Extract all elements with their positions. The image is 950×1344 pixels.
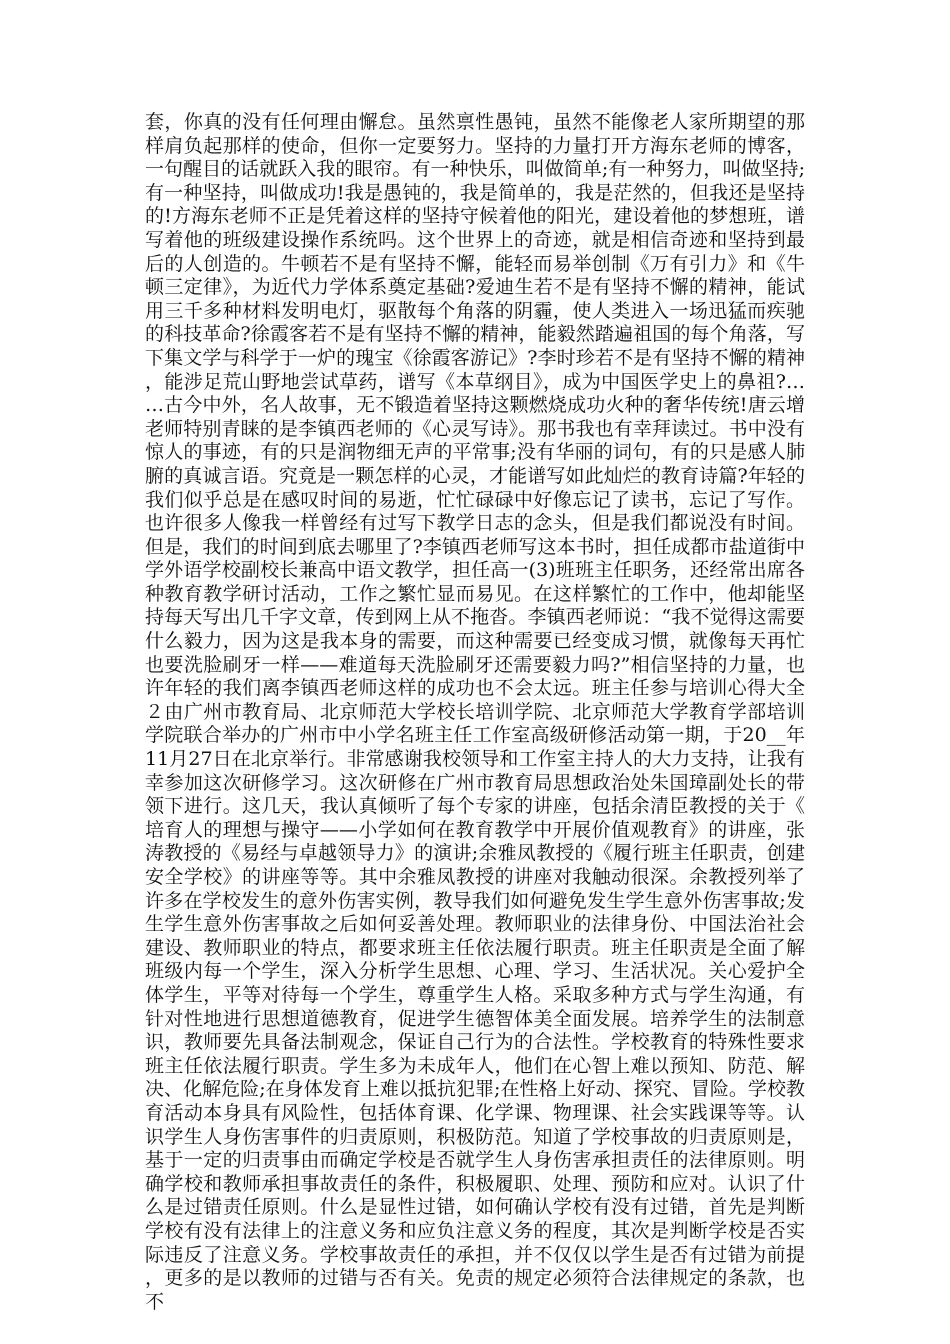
body-text: 套，你真的没有任何理由懈怠。虽然禀性愚钝，虽然不能像老人家所期望的那样肩负起那样的使命，但你一定要努力。坚持的力量打开方海东老师的博客，一句醒目的话就跃入我的眼帘。有一种快乐，叫做简单;有一种努力，叫做坚持;有一种坚持，叫做成功!我是愚钝的，我是简单的，我是茫然的，但我还是坚持的!方海东老师不正是凭着这样的坚持守候着他的阳光，建设着他的梦想班，谱写着他的班级建设操作系统吗。这个世界上的奇迹，就是相信奇迹和坚持到最后的人创造的。牛顿若不是有坚持不懈，能轻而易举创制《万有引力》和《牛顿三定律》，为近代力学体系奠定基础?爱迪生若不是有坚持不懈的精神，能试用三千多种材料发明电灯，驱散每个角落的阴霾，使人类进入一场迅猛而疾驰的科技革命?徐霞客若不是有坚持不懈的精神，能毅然踏遍祖国的每个角落，写下集文学与科学于一炉的瑰宝《徐霞客游记》?李时珍若不是有坚持不懈的精神，能涉足荒山野地尝试草药，谱写《本草纲目》，成为中国医学史上的鼻祖?……古今中外，名人故事，无不锻造着坚持这颗燃烧成功火种的奢华传统!唐云增老师特别青睐的是李镇西老师的《心灵写诗》。那书我也有幸拜读过。书中没有惊人的事迹，有的只是润物细无声的平常事;没有华丽的词句，有的只是感人肺腑的真诚言语。究竟是一颗怎样的心灵，才能谱写如此灿烂的教育诗篇?年轻的我们似乎总是在感叹时间的易逝，忙忙碌碌中好像忘记了读书，忘记了写作。也许很多人像我一样曾经有过写下教学日志的念头，但是我们都说没有时间。但是，我们的时间到底去哪里了?李镇西老师写这本书时，担任成都市盐道街中学外语学校副校长兼高中语文教学，担任高一(3)班班主任职务，还经常出席各种教育教学研讨活动，工作之繁忙显而易见。在这样繁忙的工作中，他却能坚持每天写出几千字文章，传到网上从不拖沓。李镇西老师说：“我不觉得这需要什么毅力，因为这是我本身的需要，而这种需要已经变成习惯，就像每天再忙也要洗脸刷牙一样——难道每天洗脸刷牙还需要毅力吗?”相信坚持的力量，也许年轻的我们离李镇西老师这样的成功也不会太远。班主任参与培训心得大全２由广州市教育局、北京师范大学校长培训学院、北京师范大学教育学部培训学院联合举办的广州市中小学名班主任工作室高级研修活动第一期，于20__年11月27日在北京举行。非常感谢我校领导和工作室主持人的大力支持，让我有幸参加这次研修学习。这次研修在广州市教育局思想政治处朱国璋副处长的带领下进行。这几天，我认真倾听了每个专家的讲座，包括余清臣教授的关于《培育人的理想与操守——小学如何在教育教学中开展价值观教育》的讲座，张涛教授的《易经与卓越领导力》的演讲;余雅凤教授的《履行班主任职责，创建安全学校》的讲座等等。其中余雅凤教授的讲座对我触动很深。余教授列举了许多在学校发生的意外伤害实例，教导我们如何避免发生学生意外伤害事故;发生学生意外伤害事故之后如何妥善处理。教师职业的法律身份、中国法治社会建设、教师职业的特点，都要求班主任依法履行职责。班主任职责是全面了解班级内每一个学生，深入分析学生思想、心理、学习、生活状况。关心爱护全体学生，平等对待每一个学生，尊重学生人格。采取多种方式与学生沟通，有针对性地进行思想道德教育，促进学生德智体美全面发展。培养学生的法制意识，教师要先具备法制观念，保证自己行为的合法性。学校教育的特殊性要求班主任依法履行职责。学生多为未成年人，他们在心智上难以预知、防范、解决、化解危险;在身体发育上难以抵抗犯罪;在性格上好动、探究、冒险。学校教育活动本身具有风险性，包括体育课、化学课、物理课、社会实践课等等。认识学生人身伤害事件的归责原则，积极防范。知道了学校事故的归责原则是，基于一定的归责事由而确定学校是否就学生人身伤害承担责任的法律原则。明确学校和教师承担事故责任的条件，积极履职、处理、预防和应对。认识了什么是过错责任原则。什么是显性过错，如何确认学校有没有过错，首先是判断学校有没有法律上的注意义务和应负注意义务的程度，其次是判断学校是否实际违反了注意义务。学校事故责任的承担，并不仅仅以学生是否有过错为前提，更多的是以教师的过错与否有关。免责的规定必须符合法律规定的条款，也不 — [145, 111, 805, 1313]
